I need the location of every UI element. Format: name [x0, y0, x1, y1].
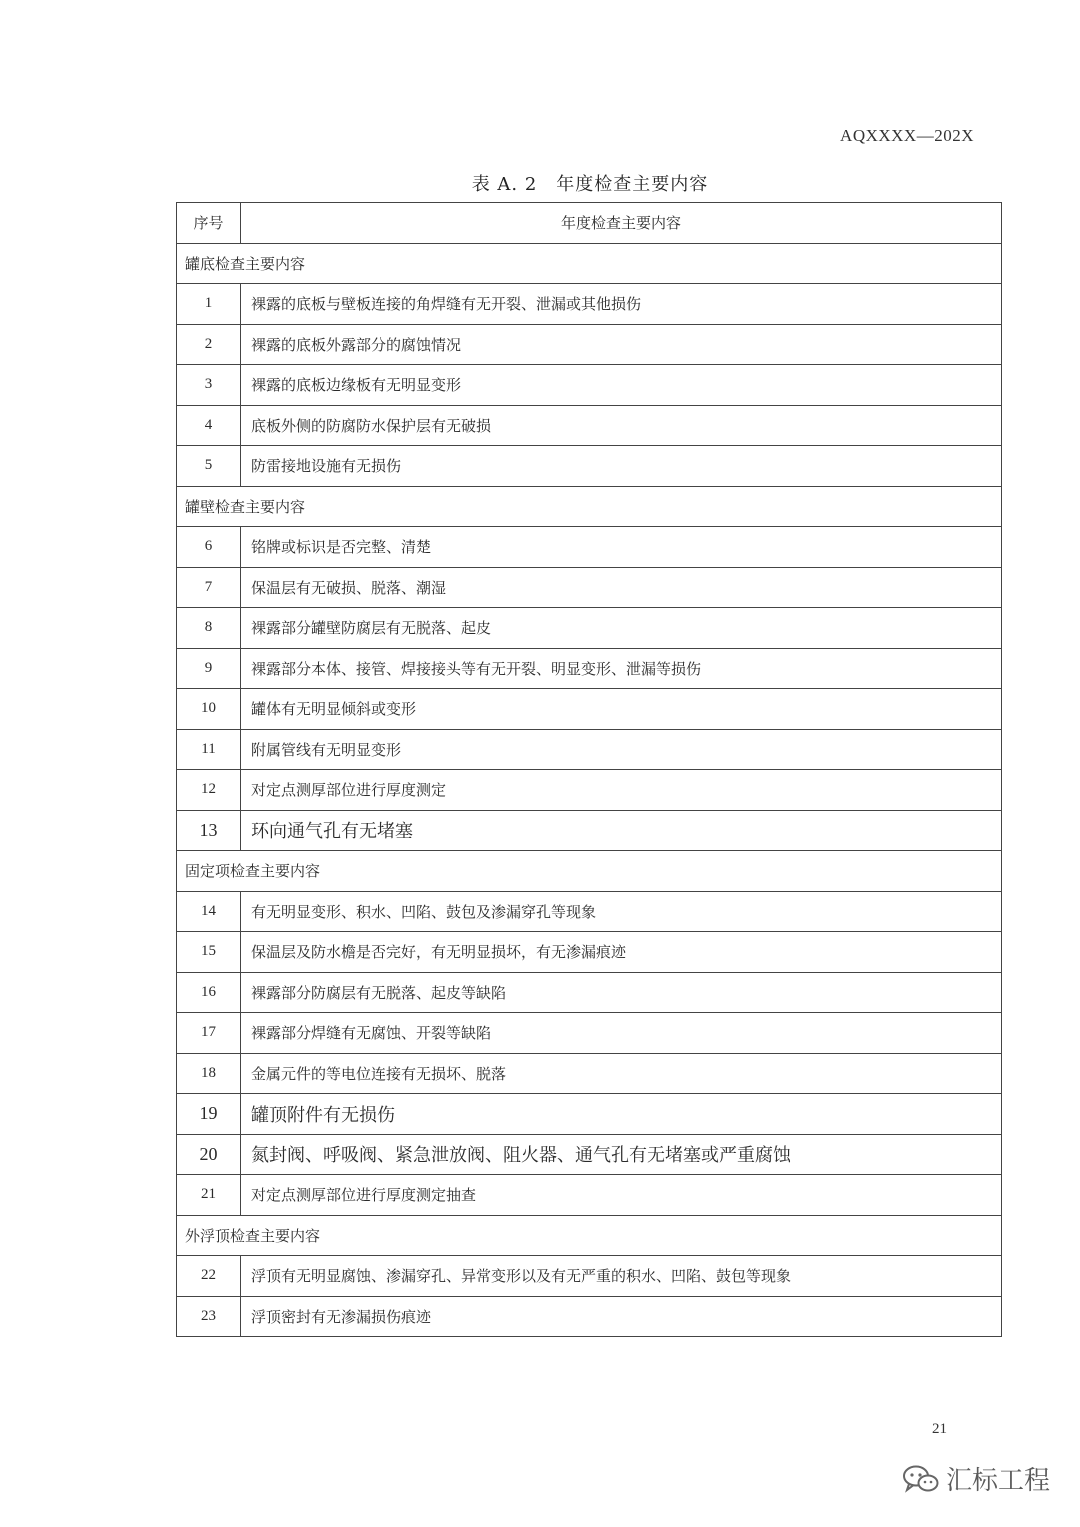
table-title: 表 A. 2 年度检查主要内容 — [471, 174, 709, 195]
row-content: 裸露部分本体、接管、焊接接头等有无开裂、明显变形、泄漏等损伤 — [241, 648, 1002, 689]
watermark-text: 汇标工程 — [946, 1466, 1051, 1496]
row-number: 12 — [177, 770, 241, 811]
row-content: 裸露部分罐壁防腐层有无脱落、起皮 — [241, 608, 1002, 649]
table-row — [177, 446, 1002, 487]
section-title: 罐壁检查主要内容 — [177, 486, 1002, 527]
watermark — [902, 1460, 1050, 1497]
row-content: 裸露部分焊缝有无腐蚀、开裂等缺陷 — [241, 1013, 1002, 1054]
row-content: 有无明显变形、积水、凹陷、鼓包及渗漏穿孔等现象 — [241, 891, 1002, 932]
row-number: 13 — [177, 810, 241, 851]
row-number: 7 — [177, 567, 241, 608]
row-content: 浮顶有无明显腐蚀、渗漏穿孔、异常变形以及有无严重的积水、凹陷、鼓包等现象 — [241, 1256, 1002, 1297]
row-number: 14 — [177, 891, 241, 932]
section-row — [177, 1215, 1002, 1256]
row-content: 氮封阀、呼吸阀、紧急泄放阀、阻火器、通气孔有无堵塞或严重腐蚀 — [241, 1134, 1002, 1175]
table-row — [177, 1175, 1002, 1216]
row-content: 罐顶附件有无损伤 — [241, 1094, 1002, 1135]
table-row — [177, 324, 1002, 365]
row-number: 21 — [177, 1175, 241, 1216]
table-row — [177, 405, 1002, 446]
table-row — [177, 891, 1002, 932]
wechat-icon — [902, 1464, 940, 1494]
row-number: 8 — [177, 608, 241, 649]
section-row — [177, 243, 1002, 284]
row-number: 1 — [177, 284, 241, 325]
table-row — [177, 972, 1002, 1013]
row-number: 23 — [177, 1296, 241, 1337]
table-row — [177, 1134, 1002, 1175]
row-content: 底板外侧的防腐防水保护层有无破损 — [241, 405, 1002, 446]
section-title: 外浮顶检查主要内容 — [177, 1215, 1002, 1256]
row-number: 6 — [177, 527, 241, 568]
column-header-content: 年度检查主要内容 — [241, 203, 1002, 244]
column-header-number: 序号 — [177, 203, 241, 244]
table-row — [177, 1053, 1002, 1094]
section-row — [177, 486, 1002, 527]
row-number: 10 — [177, 689, 241, 730]
row-content: 环向通气孔有无堵塞 — [241, 810, 1002, 851]
table-row — [177, 567, 1002, 608]
row-content: 裸露的底板边缘板有无明显变形 — [241, 365, 1002, 406]
row-content: 对定点测厚部位进行厚度测定 — [241, 770, 1002, 811]
section-title: 罐底检查主要内容 — [177, 243, 1002, 284]
table-row — [177, 365, 1002, 406]
row-number: 16 — [177, 972, 241, 1013]
row-content: 对定点测厚部位进行厚度测定抽查 — [241, 1175, 1002, 1216]
row-number: 9 — [177, 648, 241, 689]
table-row — [177, 810, 1002, 851]
row-number: 2 — [177, 324, 241, 365]
table-row — [177, 1013, 1002, 1054]
table-row — [177, 1094, 1002, 1135]
table-header-row — [177, 203, 1002, 244]
table-row — [177, 932, 1002, 973]
row-content: 保温层有无破损、脱落、潮湿 — [241, 567, 1002, 608]
row-content: 裸露部分防腐层有无脱落、起皮等缺陷 — [241, 972, 1002, 1013]
row-number: 4 — [177, 405, 241, 446]
row-content: 裸露的底板与壁板连接的角焊缝有无开裂、泄漏或其他损伤 — [241, 284, 1002, 325]
row-number: 11 — [177, 729, 241, 770]
row-content: 附属管线有无明显变形 — [241, 729, 1002, 770]
row-number: 18 — [177, 1053, 241, 1094]
row-number: 3 — [177, 365, 241, 406]
row-content: 罐体有无明显倾斜或变形 — [241, 689, 1002, 730]
table-row — [177, 648, 1002, 689]
table-row — [177, 1296, 1002, 1337]
row-content: 金属元件的等电位连接有无损坏、脱落 — [241, 1053, 1002, 1094]
table-row — [177, 527, 1002, 568]
section-row — [177, 851, 1002, 892]
table-row — [177, 729, 1002, 770]
row-number: 22 — [177, 1256, 241, 1297]
document-code: AQXXXX—202X — [840, 126, 974, 145]
table-row — [177, 770, 1002, 811]
row-content: 铭牌或标识是否完整、清楚 — [241, 527, 1002, 568]
page-number: 21 — [932, 1421, 947, 1437]
section-title: 固定项检查主要内容 — [177, 851, 1002, 892]
row-number: 15 — [177, 932, 241, 973]
inspection-table — [176, 202, 1002, 1337]
table-row — [177, 1256, 1002, 1297]
row-number: 5 — [177, 446, 241, 487]
table-row — [177, 608, 1002, 649]
table-row — [177, 284, 1002, 325]
row-number: 17 — [177, 1013, 241, 1054]
table-row — [177, 689, 1002, 730]
row-content: 浮顶密封有无渗漏损伤痕迹 — [241, 1296, 1002, 1337]
row-content: 裸露的底板外露部分的腐蚀情况 — [241, 324, 1002, 365]
row-content: 防雷接地设施有无损伤 — [241, 446, 1002, 487]
row-number: 20 — [177, 1134, 241, 1175]
row-number: 19 — [177, 1094, 241, 1135]
row-content: 保温层及防水檐是否完好，有无明显损坏，有无渗漏痕迹 — [241, 932, 1002, 973]
